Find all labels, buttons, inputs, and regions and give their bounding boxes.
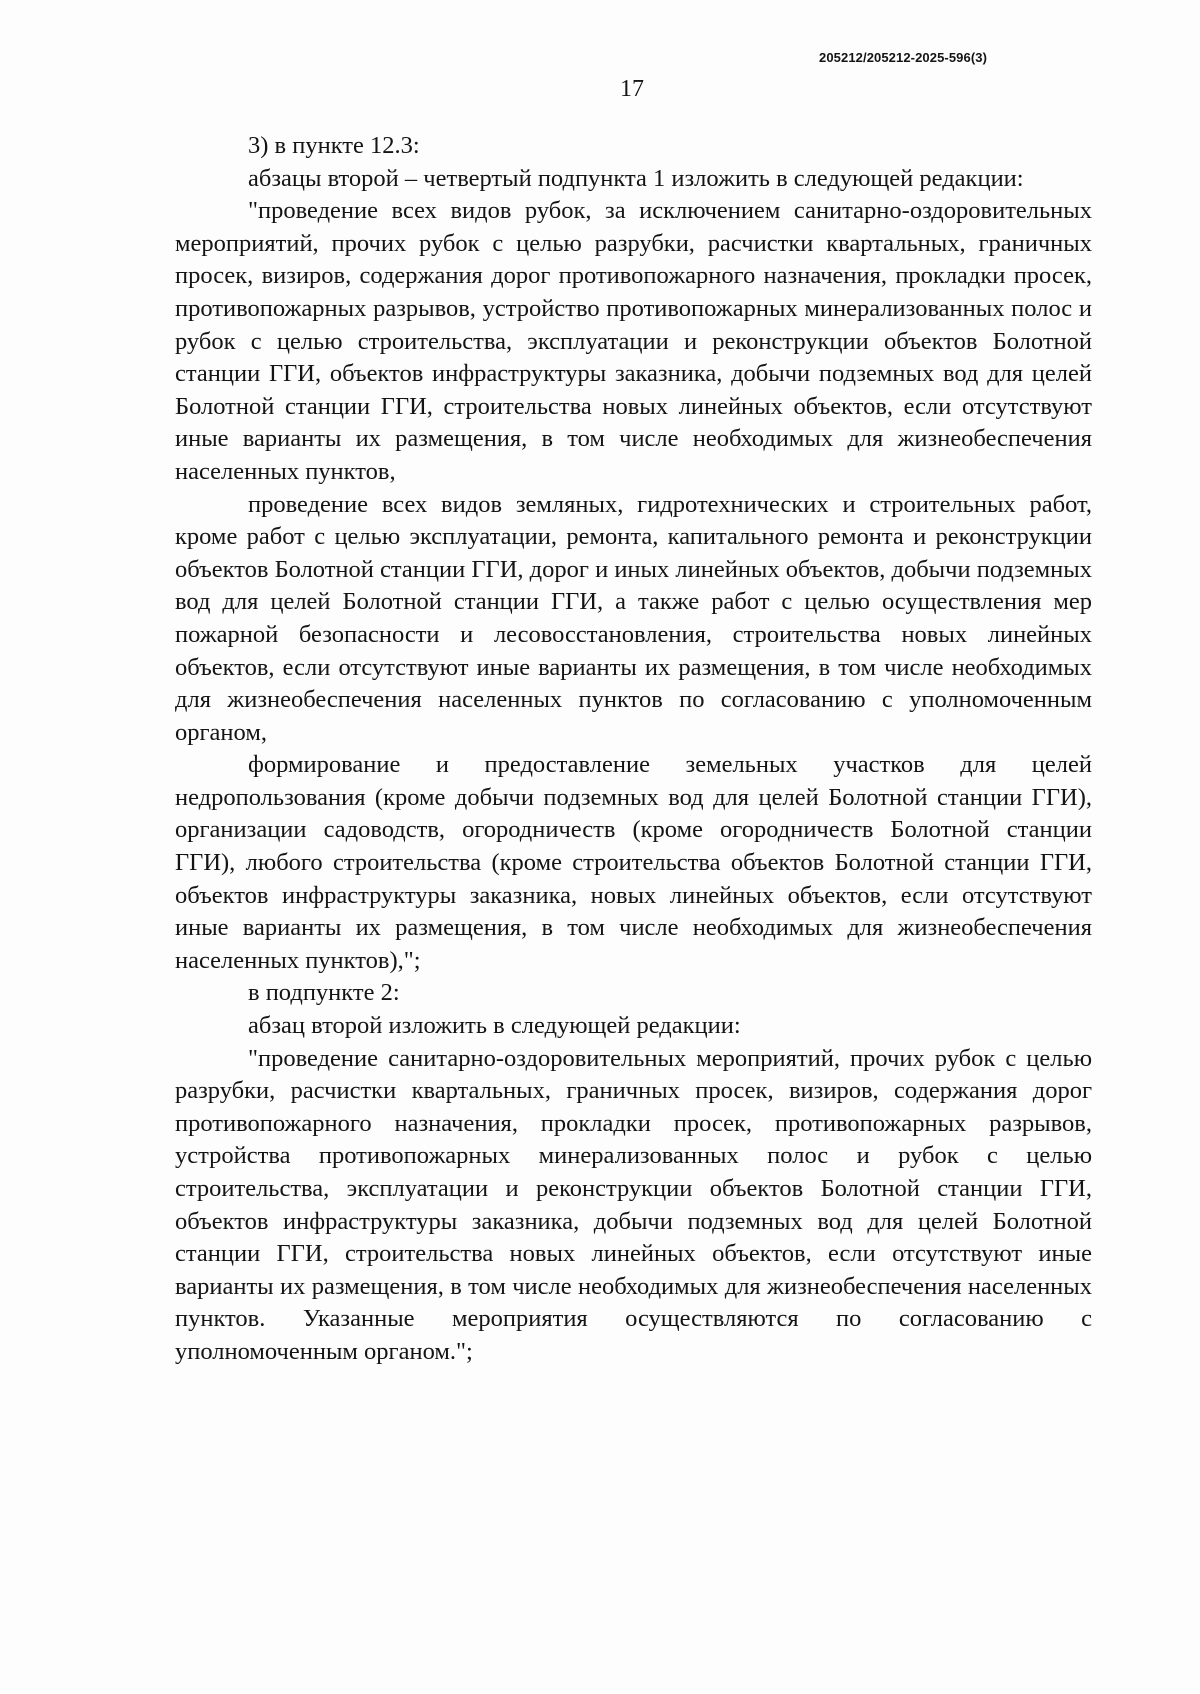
paragraph-instruction-second: абзац второй изложить в следующей редакции: <box>248 1012 741 1040</box>
document-body <box>175 130 1092 1369</box>
document-id: 205212/205212-2025-596(3) <box>819 50 988 65</box>
paragraph-subclause-2: в подпункте 2: <box>248 979 400 1007</box>
paragraph-item-3: 3) в пункте 12.3: <box>248 132 420 159</box>
paragraph-earthworks: проведение всех видов земляных, гидротехнических и строительных работ, кроме работ с целью эксплуатации, ремонта, капитального ремонта и реконструкции объектов Болотной станции ГГИ, дорог и иных линейных объектов, добычи подземных вод для целей Болотной станции ГГИ, а также работ с целью осуществления мер пожарной безопасности и лесовосстановления, строительства новых линейных объектов, если отсутствуют иные варианты их размещения, в том числе необходимых для жизнеобеспечения населенных пунктов по согласованию с уполномоченным органом, <box>175 490 1092 746</box>
page-number: 17 <box>620 76 644 102</box>
paragraph-land-plots: формирование и предоставление земельных участков для целей недропользования (кроме добычи подземных вод для целей Болотной станции ГГИ), организации садоводств, огородничеств (кроме огородничеств Болотной станции ГГИ), любого строительства (кроме строительства объектов Болотной станции ГГИ, объектов инфраструктуры заказника, новых линейных объектов, если отсутствуют иные варианты их размещения, в том числе необходимых для жизнеобеспечения населенных пунктов),"; <box>175 751 1092 974</box>
paragraph-quote-logging: "проведение всех видов рубок, за исключением санитарно-оздоровительных мероприятий, прочих рубок с целью разрубки, расчистки квартальных, граничных просек, визиров, содержания дорог противопожарного назначения, прокладки просек, противопожарных разрывов, устройство противопожарных минерализованных полос и рубок с целью строительства, эксплуатации и реконструкции объектов Болотной станции ГГИ, объектов инфраструктуры заказника, добычи подземных вод для целей Болотной станции ГГИ, строительства новых линейных объектов, если отсутствуют иные варианты их размещения, в том числе необходимых для жизнеобеспечения населенных пунктов, <box>175 197 1092 485</box>
paragraph-quote-sanitary: "проведение санитарно-оздоровительных мероприятий, прочих рубок с целью разрубки, расчистки квартальных, граничных просек, визиров, содержания дорог противопожарного назначения, прокладки просек, противопожарных разрывов, устройства противопожарных минерализованных полос и рубок с целью строительства, эксплуатации и реконструкции объектов Болотной станции ГГИ, объектов инфраструктуры заказника, добычи подземных вод для целей Болотной станции ГГИ, строительства новых линейных объектов, если отсутствуют иные варианты их размещения, в том числе необходимых для жизнеобеспечения населенных пунктов. Указанные мероприятия осуществляются по согласованию с уполномоченным органом."; <box>175 1044 1092 1365</box>
paragraph-instruction-subclause-1: абзацы второй – четвертый подпункта 1 изложить в следующей редакции: <box>248 164 1024 192</box>
